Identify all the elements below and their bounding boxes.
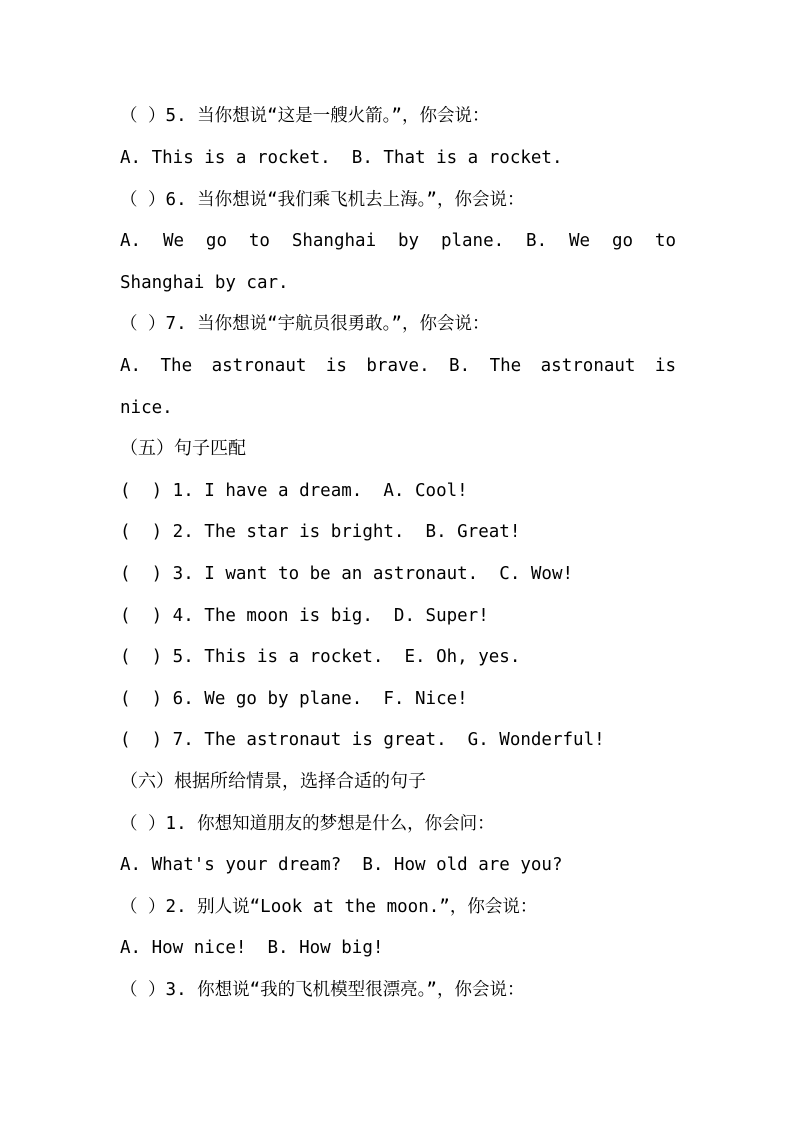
situation-1-options: A. What's your dream? B. How old are you? (120, 855, 563, 875)
match-item-2: ( ) 2. The star is bright. B. Great! (120, 522, 521, 542)
match-item-1: ( ) 1. I have a dream. A. Cool! (120, 481, 468, 501)
situation-3-prompt: （ ）3. 你想说“我的飞机模型很漂亮。”，你会说： (120, 980, 525, 1000)
match-item-5: ( ) 5. This is a rocket. E. Oh, yes. (120, 647, 521, 667)
question-6-options-continued: Shanghai by car. (120, 273, 289, 293)
situation-1-prompt: （ ）1. 你想知道朋友的梦想是什么，你会问： (120, 814, 495, 834)
question-7-options: A. The astronaut is brave. B. The astronaut is (120, 356, 676, 376)
match-item-7: ( ) 7. The astronaut is great. G. Wonderful! (120, 730, 605, 750)
section-6-heading: （六）根据所给情景，选择合适的句子 (120, 771, 426, 792)
question-7-prompt: （ ）7. 当你想说“宇航员很勇敢。”，你会说： (120, 314, 490, 334)
match-item-4: ( ) 4. The moon is big. D. Super! (120, 606, 489, 626)
situation-2-options: A. How nice! B. How big! (120, 938, 384, 958)
situation-2-prompt: （ ）2. 别人说“Look at the moon.”，你会说： (120, 897, 538, 917)
match-item-6: ( ) 6. We go by plane. F. Nice! (120, 689, 468, 709)
question-5-prompt: （ ）5. 当你想说“这是一艘火箭。”，你会说： (120, 106, 490, 126)
section-5-heading: （五）句子匹配 (120, 438, 246, 459)
question-5-options: A. This is a rocket. B. That is a rocket. (120, 148, 563, 168)
question-7-options-continued: nice. (120, 398, 173, 418)
question-6-options: A. We go to Shanghai by plane. B. We go to (120, 231, 676, 251)
question-6-prompt: （ ）6. 当你想说“我们乘飞机去上海。”，你会说： (120, 190, 525, 210)
match-item-3: ( ) 3. I want to be an astronaut. C. Wow! (120, 564, 574, 584)
